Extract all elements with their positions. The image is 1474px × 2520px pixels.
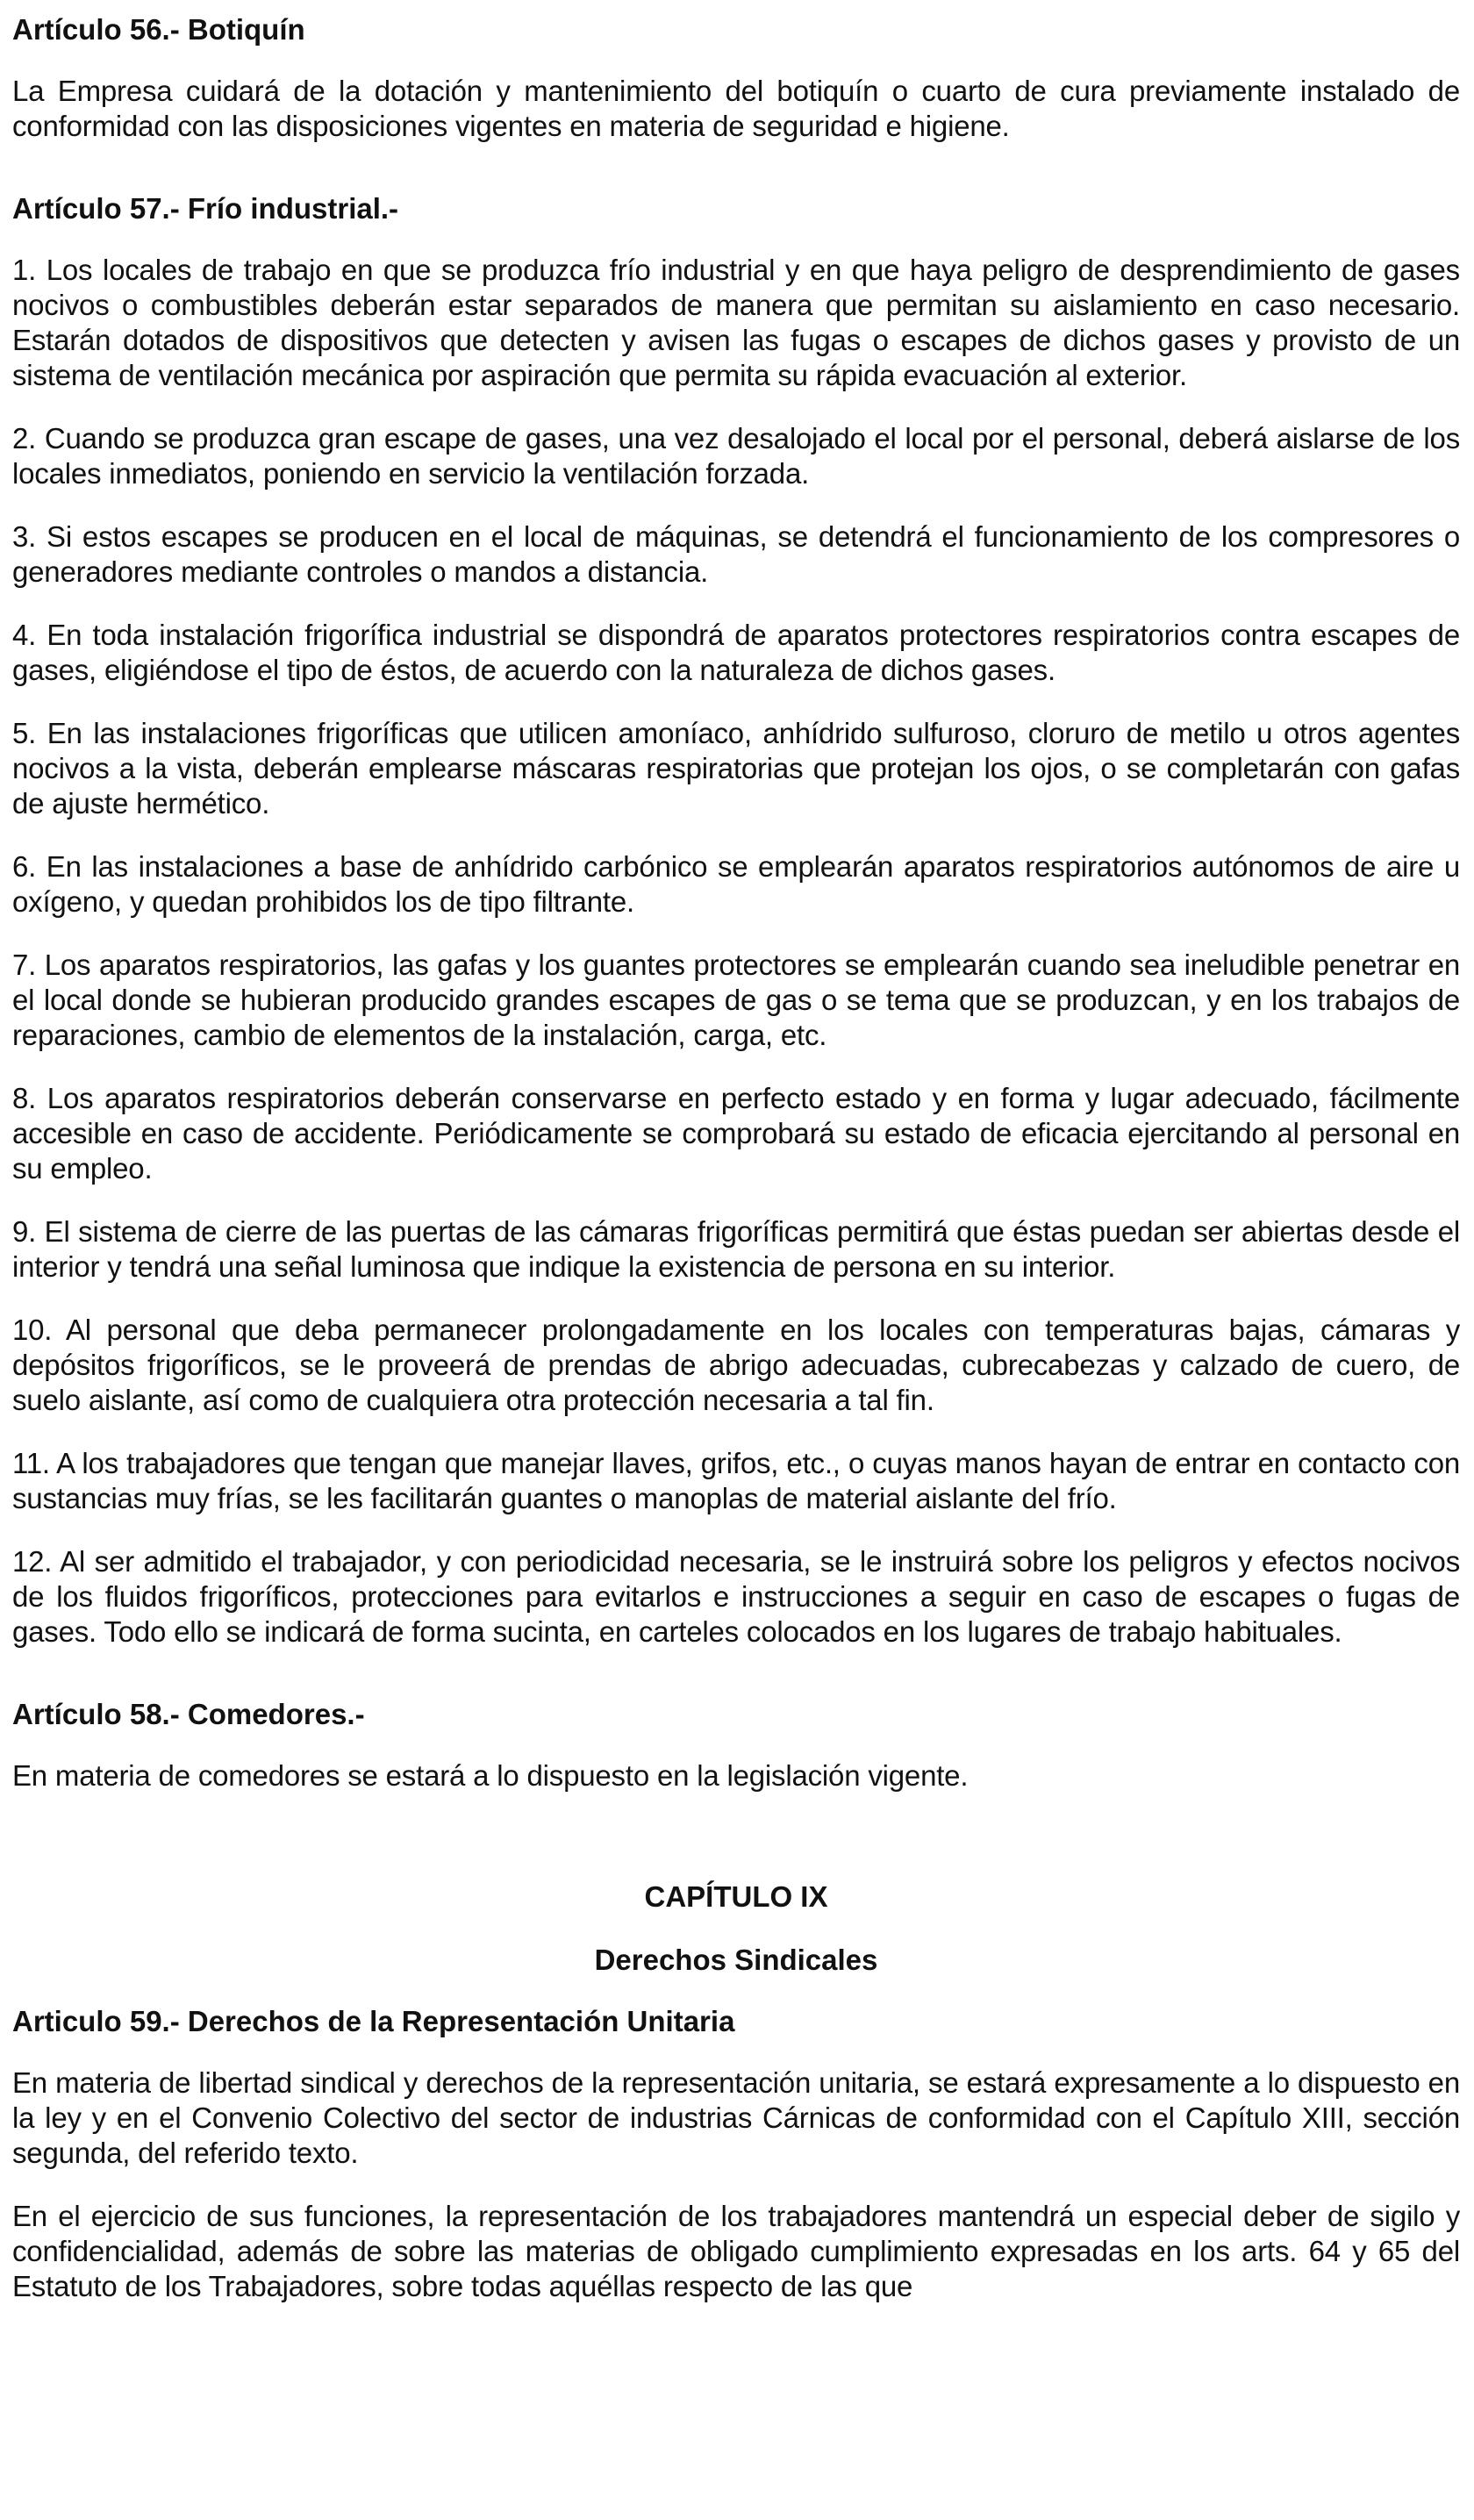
article-57-paragraph-6: 6. En las instalaciones a base de anhídrido carbónico se emplearán aparatos respiratorios autónomos de aire u oxígeno, y quedan prohibidos los de tipo filtrante. — [12, 850, 1460, 918]
article-59-paragraph-2: En el ejercicio de sus funciones, la representación de los trabajadores mantendrá un especial deber de sigilo y confidencialidad, además de sobre las materias de obligado cumplimiento expresadas en los arts. 64 y 65 del Estatuto de los Trabajadores, sobre todas aquéllas respecto de las que — [12, 2200, 1460, 2302]
article-57-paragraph-8: 8. Los aparatos respiratorios deberán conservarse en perfecto estado y en forma y lugar adecuado, fácilmente accesible en caso de accidente. Periódicamente se comprobará su estado de eficacia ejercitando al personal en su empleo. — [12, 1082, 1460, 1185]
article-57-paragraph-10: 10. Al personal que deba permanecer prolongadamente en los locales con temperaturas bajas, cámaras y depósitos frigoríficos, se le proveerá de prendas de abrigo adecuadas, cubrecabezas y calzado de cuero, de suelo aislante, así como de cualquiera otra protección necesaria a tal fin. — [12, 1314, 1460, 1416]
article-57-paragraph-12: 12. Al ser admitido el trabajador, y con periodicidad necesaria, se le instruirá sobre los peligros y efectos nocivos de los fluidos frigoríficos, protecciones para evitarlos e instrucciones a seguir en caso de escapes o fugas de gases. Todo ello se indicará de forma sucinta, en carteles colocados en los lugares de trabajo habituales. — [12, 1545, 1460, 1648]
article-59-paragraph-1: En materia de libertad sindical y derechos de la representación unitaria, se estará expresamente a lo dispuesto en la ley y en el Convenio Colectivo del sector de industrias Cárnicas de conformidad con el Capítulo XIII, sección segunda, del referido texto. — [12, 2066, 1460, 2169]
article-58-paragraph-1: En materia de comedores se estará a lo dispuesto en la legislación vigente. — [12, 1759, 969, 1792]
article-57-paragraph-9: 9. El sistema de cierre de las puertas de las cámaras frigoríficas permitirá que éstas puedan ser abiertas desde el interior y tendrá una señal luminosa que indique la existencia de persona en su interior. — [12, 1215, 1460, 1283]
article-57-paragraph-5: 5. En las instalaciones frigoríficas que utilicen amoníaco, anhídrido sulfuroso, cloruro de metilo u otros agentes nocivos a la vista, deberán emplearse máscaras respiratorias que protejan los ojos, o se completarán con gafas de ajuste hermético. — [12, 717, 1460, 820]
article-57-paragraph-7: 7. Los aparatos respiratorios, las gafas y los guantes protectores se emplearán cuando sea ineludible penetrar en el local donde se hubieran producido grandes escapes de gas o se tema que se produzcan, y en los trabajos de reparaciones, cambio de elementos de la instalación, carga, etc. — [12, 949, 1460, 1051]
document-page — [12, 12, 1460, 2304]
article-57-paragraph-4: 4. En toda instalación frigorífica industrial se dispondrá de aparatos protectores respiratorios contra escapes de gases, eligiéndose el tipo de éstos, de acuerdo con la naturaleza de dichos gases. — [12, 619, 1460, 686]
article-56-heading: Artículo 56.- Botiquín — [12, 13, 305, 46]
article-57-heading: Artículo 57.- Frío industrial.- — [12, 192, 399, 225]
chapter-subtitle: Derechos Sindicales — [594, 1944, 878, 1976]
article-58-heading: Artículo 58.- Comedores.- — [12, 1698, 365, 1730]
article-59-heading: Articulo 59.- Derechos de la Representación Unitaria — [12, 2005, 735, 2037]
article-57-paragraph-1: 1. Los locales de trabajo en que se produzca frío industrial y en que haya peligro de desprendimiento de gases nocivos o combustibles deberán estar separados de manera que permitan su aislamiento en caso necesario. Estarán dotados de dispositivos que detecten y avisen las fugas o escapes de dichos gases y provisto de un sistema de ventilación mecánica por aspiración que permita su rápida evacuación al exterior. — [12, 254, 1460, 391]
chapter-title: CAPÍTULO IX — [644, 1880, 828, 1913]
article-57-paragraph-11: 11. A los trabajadores que tengan que manejar llaves, grifos, etc., o cuyas manos hayan de entrar en contacto con sustancias muy frías, se les facilitarán guantes o manoplas de material aislante del frío. — [12, 1447, 1460, 1514]
article-57-paragraph-2: 2. Cuando se produzca gran escape de gases, una vez desalojado el local por el personal, deberá aislarse de los locales inmediatos, poniendo en servicio la ventilación forzada. — [12, 422, 1460, 490]
article-56-paragraph-1: La Empresa cuidará de la dotación y mantenimiento del botiquín o cuarto de cura previamente instalado de conformidad con las disposiciones vigentes en materia de seguridad e higiene. — [12, 75, 1460, 142]
article-57-paragraph-3: 3. Si estos escapes se producen en el local de máquinas, se detendrá el funcionamiento de los compresores o generadores mediante controles o mandos a distancia. — [12, 520, 1460, 588]
